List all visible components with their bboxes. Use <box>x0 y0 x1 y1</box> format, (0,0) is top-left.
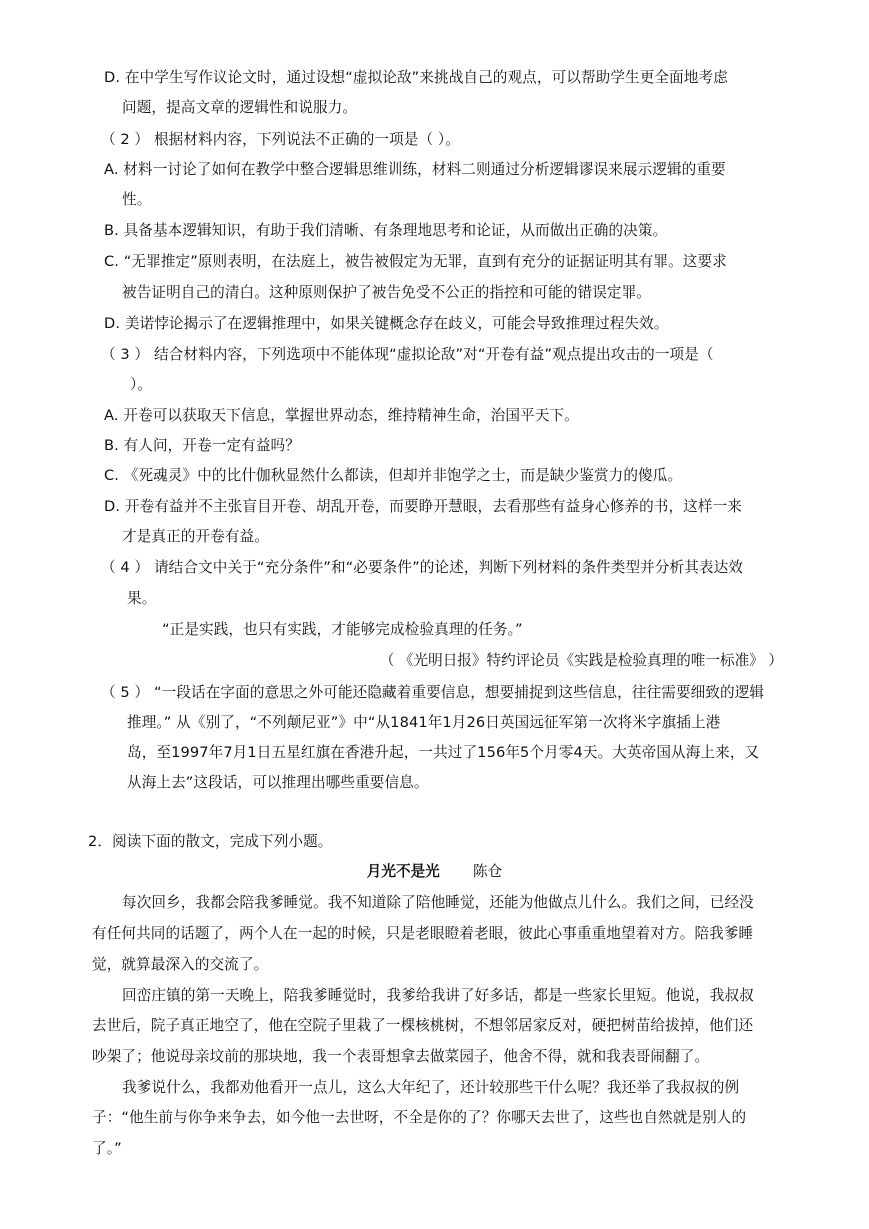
question-2-option-a-line-2: 性。 <box>122 191 152 208</box>
essay-p2-line-1: 回峦庄镇的第一天晚上，陪我爹睡觉时，我爹给我讲了好多话，都是一些家长里短。他说，我叔叔 <box>122 987 754 1004</box>
essay-p2-line-2: 去世后，院子真正地空了，他在空院子里栽了一棵核桃树，不想邻居家反对，硬把树苗给拔掉，他们还 <box>92 1017 754 1034</box>
question-2-stem: （ 2 ） 根据材料内容，下列说法不正确的一项是（ ）。 <box>101 131 460 148</box>
question-3-option-d-line-2: 才是真正的开卷有益。 <box>122 528 269 545</box>
essay-p1-line-3: 觉，就算最深入的交流了。 <box>92 956 269 973</box>
essay-p1-line-1: 每次回乡，我都会陪我爹睡觉。我不知道除了陪他睡觉，还能为他做点儿什么。我们之间，已经没 <box>122 894 754 911</box>
question-3-stem-line-2: ）。 <box>130 376 153 393</box>
question-4-quote: “正是实践，也只有实践，才能够完成检验真理的任务。” <box>162 621 523 638</box>
question-5-line-2: 推理。” 从《别了，“不列颠尼亚”》中“从1841年1月26日英国远征军第一次将米字旗插上港 <box>127 714 721 731</box>
essay-author: 陈仓 <box>473 863 503 880</box>
essay-p3-line-3: 了。” <box>92 1140 122 1157</box>
question-2-option-b: B. 具备基本逻辑知识，有助于我们清晰、有条理地思考和论证，从而做出正确的决策。 <box>104 222 668 239</box>
essay-title: 月光不是光 <box>366 863 440 880</box>
question-4-source: （ 《光明日报》特约评论员《实践是检验真理的唯一标准》 ） <box>379 652 783 669</box>
question-4-stem-line-1: （ 4 ） 请结合文中关于“充分条件”和“必要条件”的论述，判断下列材料的条件类型并分析其表达效 <box>101 559 743 576</box>
section-2-heading: 2．阅读下面的散文，完成下列小题。 <box>88 833 333 850</box>
question-5-line-1: （ 5 ） “一段话在字面的意思之外可能还隐藏着重要信息，想要捕捉到这些信息，往往需要细致的逻辑 <box>101 684 765 701</box>
question-4-stem-line-2: 果。 <box>127 590 157 607</box>
question-3-option-c: C. 《死魂灵》中的比什伽秋显然什么都读，但却并非饱学之士，而是缺少鉴赏力的傻瓜。 <box>104 467 683 484</box>
question-5-line-3: 岛，至1997年7月1日五星红旗在香港升起，一共过了156年5个月零4天。大英帝国从海上来，又 <box>127 744 760 761</box>
q1-option-d-line-2: 问题，提高文章的逻辑性和说服力。 <box>122 99 358 116</box>
essay-title-line <box>0 862 869 882</box>
question-5-line-4: 从海上去”这段话，可以推理出哪些重要信息。 <box>127 774 429 791</box>
essay-p3-line-1: 我爹说什么，我都劝他看开一点儿，这么大年纪了，还计较那些干什么呢？我还举了我叔叔的例 <box>122 1079 740 1096</box>
question-2-option-c-line-1: C. “无罪推定”原则表明，在法庭上，被告被假定为无罪，直到有充分的证据证明其有罪。这要求 <box>104 253 727 270</box>
essay-p1-line-2: 有任何共同的话题了，两个人在一起的时候，只是老眼瞪着老眼，彼此心事重重地望着对方。陪我爹睡 <box>92 925 754 942</box>
question-2-option-d: D. 美诺悖论揭示了在逻辑推理中，如果关键概念存在歧义，可能会导致推理过程失效。 <box>104 315 669 332</box>
essay-p2-line-3: 吵架了；他说母亲坟前的那块地，我一个表哥想拿去做菜园子，他舍不得，就和我表哥闹翻了。 <box>92 1048 710 1065</box>
question-3-option-b: B. 有人问，开卷一定有益吗？ <box>104 437 300 454</box>
question-3-stem-line-1: （ 3 ） 结合材料内容，下列选项中不能体现“虚拟论敌”对“开卷有益”观点提出攻击的一项是（ <box>101 346 714 363</box>
question-3-option-a: A. 开卷可以获取天下信息，掌握世界动态，维持精神生命，治国平天下。 <box>104 407 579 424</box>
essay-p3-line-2: 子：“他生前与你争来争去，如今他一去世呀，不全是你的了？你哪天去世了，这些也自然就是别人的 <box>92 1109 747 1126</box>
question-3-option-d-line-1: D. 开卷有益并不主张盲目开卷、胡乱开卷，而要睁开慧眼，去看那些有益身心修养的书，这样一来 <box>104 498 742 515</box>
question-2-option-a-line-1: A. 材料一讨论了如何在教学中整合逻辑思维训练，材料二则通过分析逻辑谬误来展示逻辑的重要 <box>104 161 726 178</box>
question-2-option-c-line-2: 被告证明自己的清白。这种原则保护了被告免受不公正的指控和可能的错误定罪。 <box>122 284 651 301</box>
q1-option-d-line-1: D. 在中学生写作议论文时，通过设想“虚拟论敌”来挑战自己的观点，可以帮助学生更全面地考虑 <box>104 69 728 86</box>
